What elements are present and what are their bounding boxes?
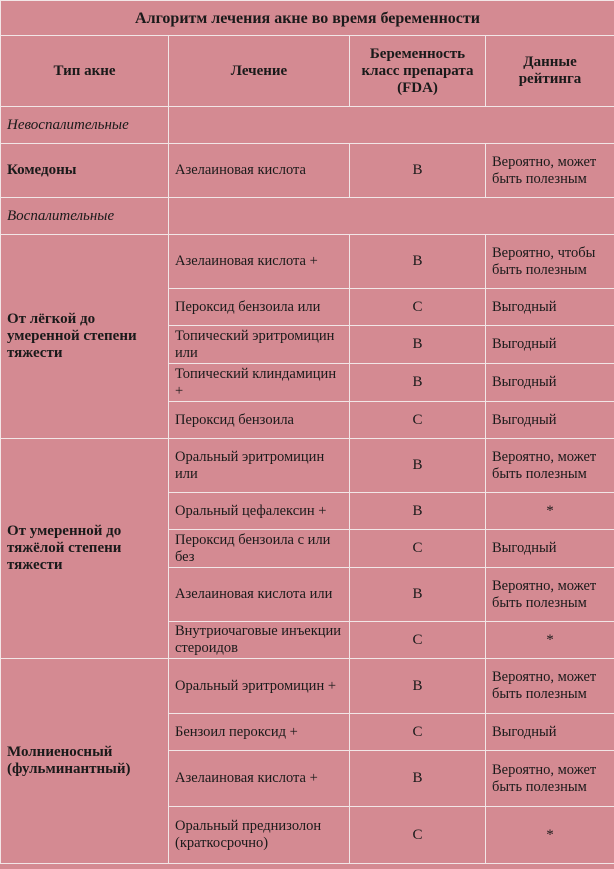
rating-cell: Вероятно, может быть полезным (486, 751, 614, 807)
rating-cell: Вероятно, может быть полезным (486, 659, 614, 714)
treatment-cell: Оральный цефалексин + (169, 493, 350, 530)
fda-cell: B (350, 493, 486, 530)
rating-cell: Вероятно, чтобы быть полезным (486, 235, 614, 289)
rating-cell: * (486, 493, 614, 530)
table-row (1, 659, 614, 714)
treatment-cell: Внутриочаговые инъекции стероидов (169, 622, 350, 659)
header-rating: Данные рейтинга (486, 36, 614, 107)
table-row (1, 144, 614, 198)
rating-cell: * (486, 622, 614, 659)
rating-cell: * (486, 807, 614, 864)
group-moderate: От умеренной до тяжёлой степени тяжести (1, 439, 169, 659)
header-row (1, 36, 614, 107)
treatment-cell: Пероксид бензоила (169, 402, 350, 439)
table-title: Алгоритм лечения акне во время беременности (1, 1, 614, 36)
treatment-cell: Оральный эритромицин + (169, 659, 350, 714)
header-type: Тип акне (1, 36, 169, 107)
fda-cell: C (350, 807, 486, 864)
section-row (1, 107, 614, 144)
rating-cell: Выгодный (486, 289, 614, 326)
group-mild: От лёгкой до умеренной степени тяжести (1, 235, 169, 439)
section-filler (169, 198, 614, 235)
treatment-cell: Азелаиновая кислота + (169, 235, 350, 289)
group-comedones: Комедоны (1, 144, 169, 198)
table-row (1, 439, 614, 493)
rating-cell: Вероятно, может быть полезным (486, 439, 614, 493)
treatment-cell: Пероксид бензоила с или без (169, 530, 350, 568)
rating-cell: Выгодный (486, 530, 614, 568)
fda-cell: B (350, 326, 486, 364)
rating-cell: Выгодный (486, 326, 614, 364)
treatment-cell: Бензоил пероксид + (169, 714, 350, 751)
header-fda: Беременность класс препарата (FDA) (350, 36, 486, 107)
treatment-cell: Оральный преднизолон (краткосрочно) (169, 807, 350, 864)
fda-cell: C (350, 622, 486, 659)
fda-cell: B (350, 144, 486, 198)
treatment-cell: Пероксид бензоила или (169, 289, 350, 326)
treatment-cell: Оральный эритромицин или (169, 439, 350, 493)
treatment-cell: Азелаиновая кислота или (169, 568, 350, 622)
rating-cell: Выгодный (486, 714, 614, 751)
fda-cell: C (350, 714, 486, 751)
fda-cell: C (350, 402, 486, 439)
rating-cell: Вероятно, может быть полезным (486, 568, 614, 622)
fda-cell: B (350, 235, 486, 289)
section-filler (169, 107, 614, 144)
treatment-cell: Топический эритромицин или (169, 326, 350, 364)
fda-cell: B (350, 751, 486, 807)
section-row (1, 198, 614, 235)
header-treatment: Лечение (169, 36, 350, 107)
treatment-cell: Азелаиновая кислота + (169, 751, 350, 807)
treatment-cell: Топический клиндамицин + (169, 364, 350, 402)
fda-cell: C (350, 289, 486, 326)
fda-cell: C (350, 530, 486, 568)
group-fulminant: Молниеносный (фульминантный) (1, 659, 169, 864)
section-inflammatory: Воспалительные (1, 198, 169, 235)
section-noninflammatory: Невоспалительные (1, 107, 169, 144)
rating-cell: Выгодный (486, 364, 614, 402)
rating-cell: Вероятно, может быть полезным (486, 144, 614, 198)
rating-cell: Выгодный (486, 402, 614, 439)
fda-cell: B (350, 439, 486, 493)
fda-cell: B (350, 659, 486, 714)
table-row (1, 235, 614, 289)
treatment-cell: Азелаиновая кислота (169, 144, 350, 198)
fda-cell: B (350, 364, 486, 402)
title-row (1, 1, 614, 36)
fda-cell: B (350, 568, 486, 622)
